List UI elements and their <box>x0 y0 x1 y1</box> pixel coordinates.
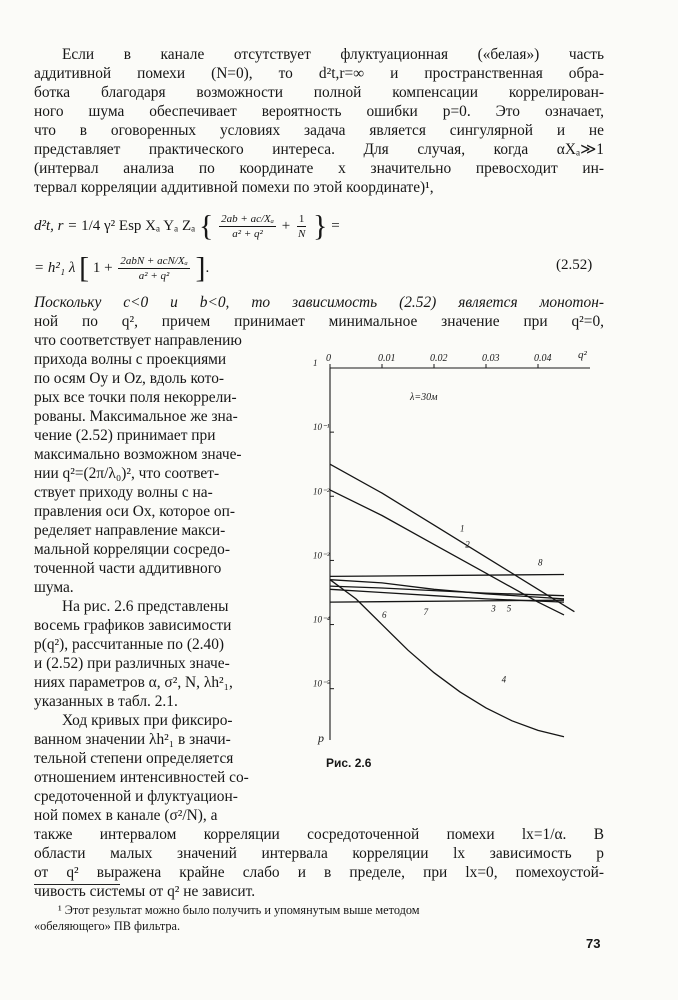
equation-coefficient: 1/4 γ² Esp Xₐ Yₐ Zₐ <box>81 217 196 234</box>
series-4-line <box>330 580 564 737</box>
figure-caption: Рис. 2.6 <box>326 756 372 770</box>
y-axis-label: p <box>318 731 324 745</box>
equation-fraction: $\frac{1}{N}$ <box>297 213 306 240</box>
x-tick-label: 0.02 <box>430 353 448 364</box>
chart-series-group <box>330 464 574 737</box>
text-line: ной помех в канале (σ²/N), а <box>34 807 218 824</box>
series-1-label: 1 <box>460 523 465 534</box>
text-line: ствует приходу волны с на- <box>34 484 213 501</box>
text-line: прихода волны с проекциями <box>34 351 227 368</box>
text-line: и (2.52) при различных значе- <box>34 655 230 672</box>
text-line: также интервалом корреляции сосредоточенной помехи lx=1/α. В <box>34 826 604 843</box>
chart-axes <box>330 364 590 740</box>
series-2-label: 2 <box>465 539 470 550</box>
equation-number: (2.52) <box>556 257 593 273</box>
text-line: ванном значении λh²₁ в значи- <box>34 731 231 748</box>
text-line: области малых значений интервала корреляции lx зависимость p <box>34 845 604 862</box>
text-line: шума. <box>34 579 74 596</box>
series-6-label: 6 <box>382 610 387 621</box>
page-number: 73 <box>586 936 601 951</box>
equation-lhs: d²t, r = <box>34 217 78 234</box>
text-line: p(q²), рассчитанные по (2.40) <box>34 636 225 653</box>
text-line: На рис. 2.6 представлены <box>62 598 229 615</box>
footnote-rule <box>34 884 120 885</box>
text-line: ного шума обеспечивает вероятность ошибки p=0. Это означает, <box>34 103 604 120</box>
y-tick-label: 10⁻³ <box>313 550 330 561</box>
chart-labels <box>313 349 588 745</box>
text-line: ниях параметров α, σ², N, λh²₁, <box>34 674 233 691</box>
text-line: максимально возможном значе- <box>34 446 242 463</box>
series-7-label: 7 <box>423 606 429 617</box>
text-line: что соответствует направлению <box>34 332 242 349</box>
text-line: чивость системы от q² не зависит. <box>34 883 256 900</box>
series-1-line <box>330 464 574 612</box>
text-line: ботка благодаря возможности полной компенсации коррелирован- <box>34 84 604 101</box>
footnote-line: «обеляющего» ПВ фильтра. <box>34 919 181 933</box>
text-line: аддитивной помехи (N=0), то d²t,r=∞ и пространственная обра- <box>34 65 604 82</box>
text-line: Ход кривых при фиксиро- <box>62 712 233 729</box>
y-tick-label: 10⁻¹ <box>313 422 330 433</box>
series-4-label: 4 <box>501 674 507 685</box>
text-line: Если в канале отсутствует флуктуационная («белая») часть <box>62 46 604 63</box>
y-tick-label: 10⁻² <box>313 486 330 497</box>
text-line: нии q²=(2π/λ₀)², что соответ- <box>34 465 220 482</box>
text-line: отношением интенсивностей со- <box>34 769 249 786</box>
series-5-label: 5 <box>506 603 512 614</box>
text-line: правления оси Ox, которое оп- <box>34 503 235 520</box>
text-line: ределяет направление макси- <box>34 522 226 539</box>
equation-line-2: = h²₁ λ [ 1 + $\frac{\text{2abN + acN/Xₐ}}{\text{a² + q²}}$ ]. <box>34 251 210 285</box>
y-tick-label: 1 <box>313 358 318 368</box>
chart-annotation: λ=30м <box>410 392 438 403</box>
text-line: указанных в табл. 2.1. <box>34 693 178 710</box>
text-line: тельной степени определяется <box>34 750 234 767</box>
text-line: восемь графиков зависимости <box>34 617 232 634</box>
x-tick-label: 0 <box>326 353 331 364</box>
text-line: чение (2.52) принимает при <box>34 427 216 444</box>
text-line: от q² выражена крайне слабо и в пределе, при lx=0, помехоустой- <box>34 864 604 881</box>
text-line: средоточенной и флуктуацион- <box>34 788 238 805</box>
text-line: рых все точки поля некоррели- <box>34 389 237 406</box>
x-axis-label: q² <box>578 349 587 361</box>
text-line: ной по q², причем принимает минимальное значение при q²=0, <box>34 313 604 330</box>
x-tick-label: 0.01 <box>378 353 396 364</box>
figure-2-6-chart <box>300 340 600 780</box>
text-line: тервал корреляции аддитивной помехи по этой координате)¹, <box>34 179 434 196</box>
x-tick-label: 0.04 <box>534 353 552 364</box>
series-8-label: 8 <box>538 557 543 568</box>
equation-line2-start: = h²₁ λ <box>34 259 76 276</box>
series-8-line <box>330 575 564 577</box>
text-line: что в оговоренных условиях задача является сингулярной и не <box>34 122 604 139</box>
footnote-line: ¹ Этот результат можно было получить и упомянутым выше методом <box>58 903 420 917</box>
text-line: мальной корреляции сосредо- <box>34 541 230 558</box>
y-tick-label: 10⁻⁴ <box>313 614 330 625</box>
equation-fraction: $\frac{\text{2ab + ac/Xₐ}}{\text{a² + q²}}$ <box>221 213 274 240</box>
text-line: рованы. Максимальное же зна- <box>34 408 238 425</box>
text-line: по осям Oy и Oz, вдоль кото- <box>34 370 225 387</box>
y-tick-label: 10⁻⁵ <box>313 678 330 689</box>
x-tick-label: 0.03 <box>482 353 500 364</box>
text-line: (интервал анализа по координате x значительно превосходит ин- <box>34 160 604 177</box>
series-3-label: 3 <box>491 603 496 614</box>
text-line: точенной части аддитивного <box>34 560 222 577</box>
equation-line-1: d²t, r = 1/4 γ² Esp Xₐ Yₐ Zₐ { $\frac{\text{2ab + ac/Xₐ}}{\text{a² + q²}}$ + $\frac{1}{N}$ } = <box>34 209 340 243</box>
text-line: представляет практического интереса. Для случая, когда αXₐ≫1 <box>34 141 604 158</box>
equation-fraction: $\frac{\text{2abN + acN/Xₐ}}{\text{a² + q²}}$ <box>120 255 188 282</box>
text-line: Поскольку c<0 и b<0, то зависимость (2.52) является монотон- <box>34 294 604 311</box>
